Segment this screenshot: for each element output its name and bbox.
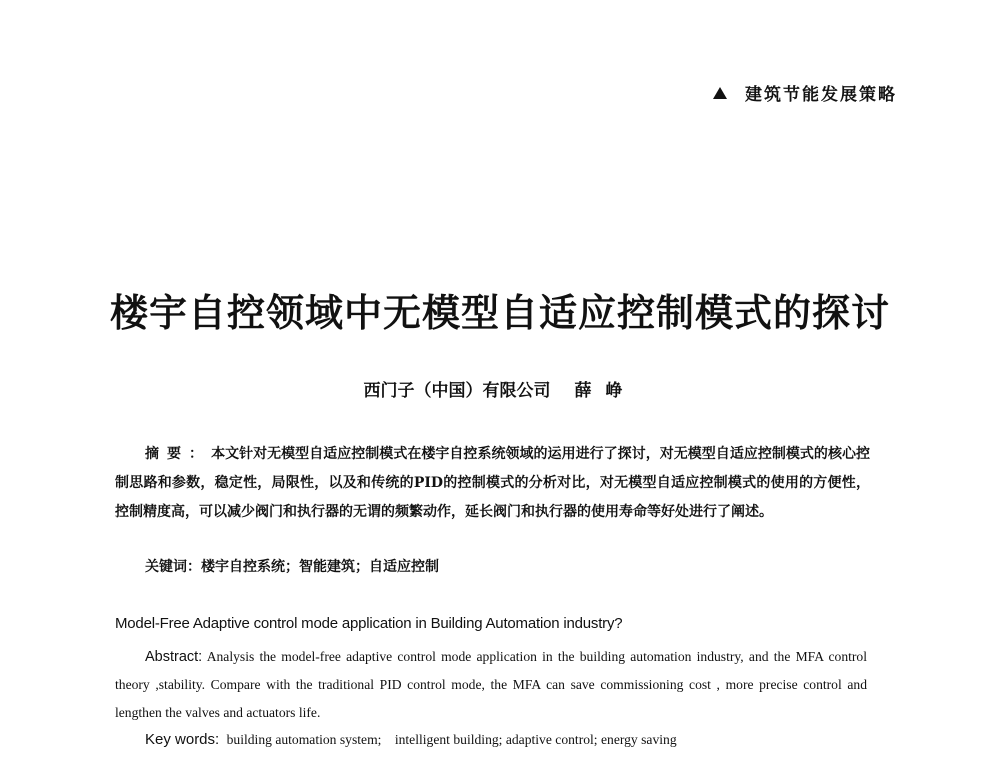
chinese-keywords: 关键词：楼宇自控系统；智能建筑；自适应控制: [145, 559, 439, 575]
chinese-abstract-text: 本文针对无模型自适应控制模式在楼宇自控系统领域的运用进行了探讨，对无模型自适应控制模式的核心控制思路和参数，稳定性，局限性，以及和传统的PID的控制模式的分析对比，对无模型自适应控制模式的使用的方便性，控制精度高，可以减少阀门和执行器的无谓的频繁动作，延长阀门和执行器的使用寿命等好处进行了阐述。: [115, 446, 870, 520]
chinese-keywords-label: 关键词：: [145, 559, 201, 575]
english-keyword: intelligent building;: [394, 732, 503, 747]
english-keywords: [145, 731, 677, 748]
section-header-text: 建筑节能发展策略: [745, 85, 897, 105]
triangle-icon: [713, 87, 727, 99]
english-abstract-label: Abstract:: [145, 649, 203, 665]
author-line: [0, 376, 1000, 401]
author-name: 薛峥: [574, 381, 637, 401]
chinese-abstract-label: 摘要：: [145, 446, 212, 462]
english-keywords-label: Key words:: [145, 731, 220, 748]
english-abstract-text: Analysis the model-free adaptive control mode application in the building automation industry, and the MFA control theory ,stability. Compare with the traditional PID control mode, the MFA can save commissioning cost , more precise control and lengthen the valves and actuators life.: [115, 649, 867, 720]
chinese-keyword: 楼宇自控系统: [201, 559, 285, 575]
english-abstract: [115, 643, 867, 727]
paper-title: 楼宇自控领域中无模型自适应控制模式的探讨: [109, 290, 890, 335]
chinese-keyword: 自适应控制: [369, 559, 439, 575]
english-keyword: adaptive control;: [505, 732, 598, 747]
chinese-abstract: [115, 440, 870, 527]
author-affiliation: 西门子（中国）有限公司: [363, 381, 551, 401]
english-keyword: energy saving: [600, 732, 677, 747]
chinese-keyword: 智能建筑: [299, 559, 355, 575]
english-keyword: building automation system;: [226, 732, 382, 747]
english-title: Model-Free Adaptive control mode application in Building Automation industry?: [115, 615, 623, 632]
section-header: [713, 80, 897, 105]
